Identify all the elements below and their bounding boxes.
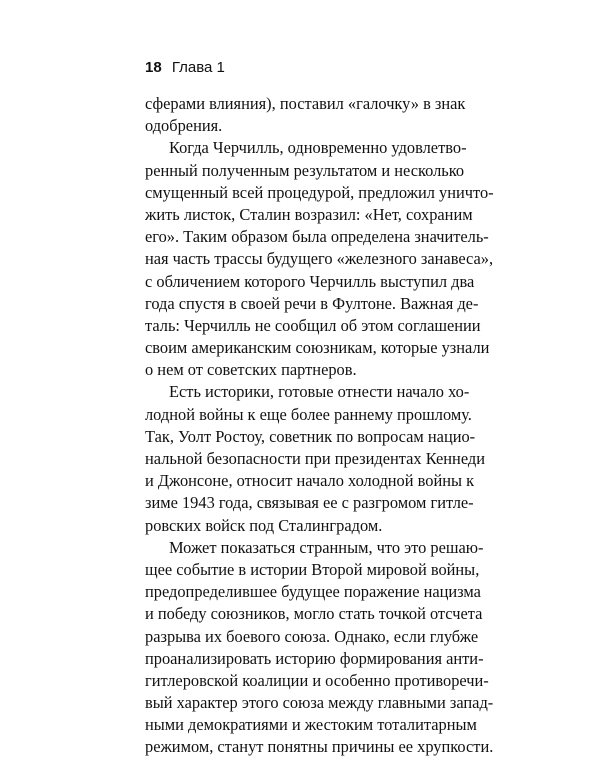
running-header [145, 58, 225, 78]
text-line: вый характер этого союза между главными запад- [145, 693, 494, 713]
text-line: режимом, станут понятны причины ее хрупкости. [145, 737, 494, 757]
paragraph-1 [145, 93, 466, 137]
text-line: ными демократиями и жестоким тоталитарным [145, 715, 477, 735]
chapter-label: Глава 1 [171, 59, 225, 76]
text-line: ровских войск под Сталинградом. [145, 515, 383, 535]
body-text [145, 93, 494, 759]
text-line: Может показаться странным, что это решаю- [169, 537, 484, 557]
text-line: и Джонсоне, относит начало холодной войны к [145, 471, 475, 491]
text-line: гитлеровской коалиции и особенно противоречи- [145, 670, 489, 690]
page-number: 18 [145, 59, 162, 76]
text-line: с обличением которого Черчилль выступил два [145, 271, 475, 291]
text-line: смущенный всей процедурой, предложил уничто- [145, 182, 494, 202]
text-line: жить листок, Сталин возразил: «Нет, сохраним [145, 204, 473, 224]
text-line: года спустя в своей речи в Фултоне. Важная де- [145, 293, 479, 313]
text-line: ная часть трассы будущего «железного занавеса», [145, 249, 494, 269]
text-line: разрыва их боевого союза. Однако, если глубже [145, 626, 479, 646]
text-line: о нем от советских партнеров. [145, 360, 357, 380]
text-line: сферами влияния), поставил «галочку» в знак [145, 94, 466, 113]
text-line: одобрения. [145, 116, 223, 136]
text-line: Есть историки, готовые отнести начало хо- [169, 382, 470, 402]
paragraph-4 [145, 537, 494, 759]
text-line: зиме 1943 года, связывая ее с разгромом гитле- [145, 493, 474, 513]
text-line: и победу союзников, могло стать точкой отсчета [145, 604, 483, 624]
paragraph-3 [145, 381, 485, 536]
text-line: ренный полученным результатом и несколько [145, 160, 465, 180]
text-line: нальной безопасности при президентах Кеннеди [145, 449, 485, 468]
text-line: проанализировать историю формирования анти- [145, 648, 484, 668]
text-line: лодной войны к еще более раннему прошлому. [145, 404, 472, 424]
paragraph-2 [145, 137, 494, 381]
text-line: своим американским союзникам, которые узнали [145, 338, 490, 358]
text-line: предопределившее будущее поражение нацизма [145, 582, 481, 602]
text-line: Когда Черчилль, одновременно удовлетво- [169, 138, 467, 158]
text-line: щее событие в истории Второй мировой войны, [145, 559, 480, 579]
text-line: Так, Уолт Ростоу, советник по вопросам нацио- [145, 426, 476, 446]
text-line: таль: Черчилль не сообщил об этом соглашении [145, 315, 481, 335]
text-line: его». Таким образом была определена значитель- [145, 227, 489, 247]
